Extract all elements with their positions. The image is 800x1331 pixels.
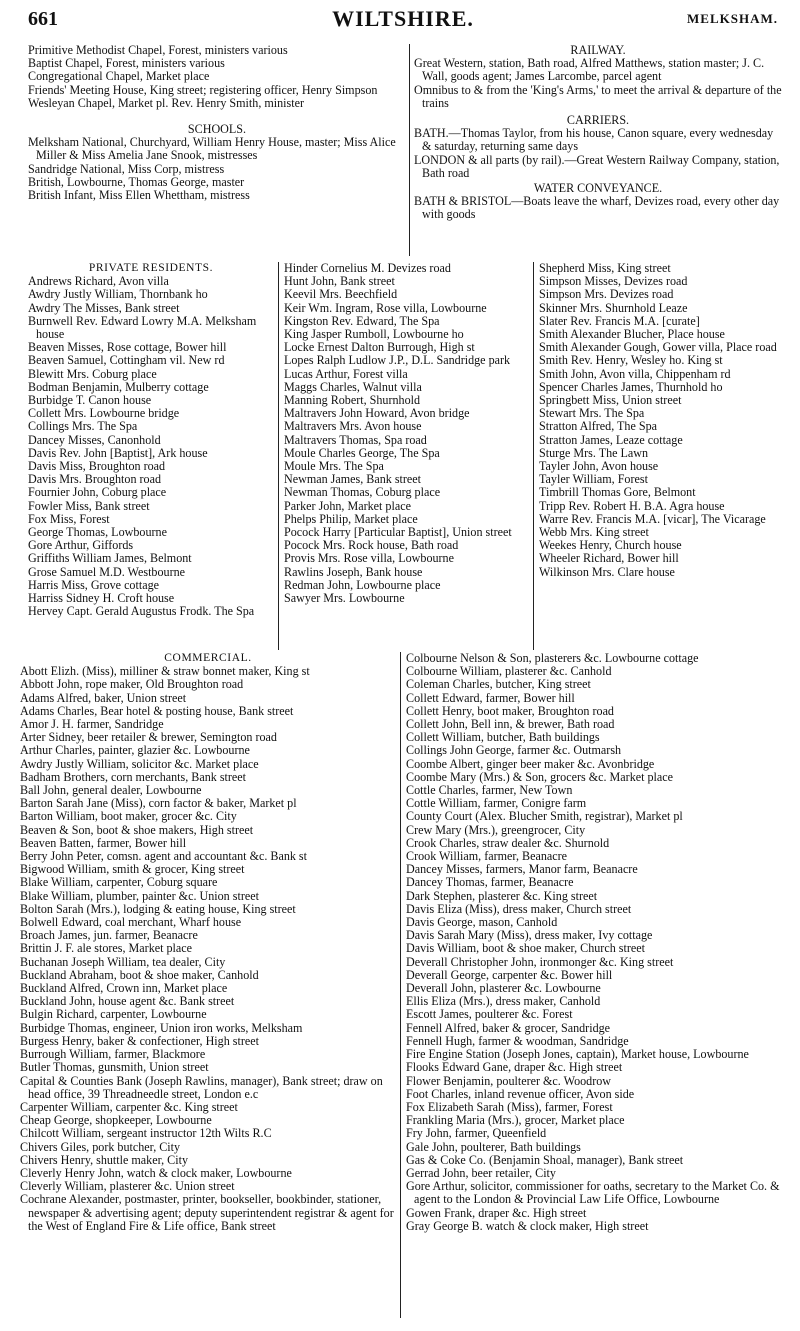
list-item: Buchanan Joseph William, tea dealer, City	[20, 954, 226, 969]
list-item: Blake William, plumber, painter &c. Union street	[20, 888, 259, 903]
list-item: Amor J. H. farmer, Sandridge	[20, 717, 164, 732]
page-number: 661	[28, 8, 58, 30]
list-item: Berry John Peter, comsn. agent and accountant &c. Bank st	[20, 849, 308, 864]
list-item: Frankling Maria (Mrs.), grocer, Market place	[406, 1113, 625, 1128]
column-divider	[278, 262, 279, 650]
list-item: Chivers Giles, pork butcher, City	[20, 1139, 181, 1154]
list-item: Buckland John, house agent &c. Bank street	[20, 994, 235, 1009]
list-item: Stratton James, Leaze cottage	[539, 432, 683, 447]
list-item: Shepherd Miss, King street	[539, 262, 671, 275]
list-item: Escott James, poulterer &c. Forest	[406, 1007, 573, 1022]
list-item: Collett Mrs. Lowbourne bridge	[28, 406, 180, 421]
list-item: George Thomas, Lowbourne	[28, 525, 167, 540]
list-item: Gerrad John, beer retailer, City	[406, 1165, 556, 1180]
list-item: Baptist Chapel, Forest, ministers various	[28, 56, 225, 71]
list-item: LONDON & all parts (by rail).—Great Western Railway Company, station, Bath road	[414, 152, 780, 180]
list-item: Fournier John, Coburg place	[28, 485, 167, 500]
water-heading: WATER CONVEYANCE.	[533, 181, 663, 196]
list-item: Collett William, butcher, Bath buildings	[406, 730, 600, 745]
column-divider	[400, 652, 401, 1318]
list-item: Burgess Henry, baker & confectioner, High street	[20, 1033, 259, 1048]
list-item: Carpenter William, carpenter &c. King street	[20, 1099, 238, 1114]
list-item: Spencer Charles James, Thurnhold ho	[539, 379, 723, 394]
list-item: Omnibus to & from the 'King's Arms,' to meet the arrival & departure of the trains	[414, 82, 782, 110]
list-item: Coombe Albert, ginger beer maker &c. Avonbridge	[406, 756, 655, 771]
list-item: Bolwell Edward, coal merchant, Wharf house	[20, 915, 242, 930]
list-item: Fowler Miss, Bank street	[28, 498, 150, 513]
list-item: Barton William, boot maker, grocer &c. City	[20, 809, 237, 824]
list-item: Bodman Benjamin, Mulberry cottage	[28, 379, 209, 394]
commercial-right-column	[406, 652, 784, 1318]
list-item: Grose Samuel M.D. Westbourne	[28, 564, 186, 579]
list-item: Rawlins Joseph, Bank house	[284, 564, 423, 579]
list-item: Maltravers Mrs. Avon house	[284, 419, 422, 434]
list-item: Webb Mrs. King street	[539, 525, 649, 540]
list-item: Davis Mrs. Broughton road	[28, 472, 162, 487]
list-item: Coleman Charles, butcher, King street	[406, 677, 591, 692]
list-item: Fox Miss, Forest	[28, 511, 110, 526]
list-item: Smith Alexander Blucher, Place house	[539, 327, 725, 342]
list-item: Maggs Charles, Walnut villa	[284, 379, 422, 394]
list-item: Fennell Hugh, farmer & woodman, Sandridge	[406, 1033, 629, 1048]
list-item: Manning Robert, Shurnhold	[284, 393, 421, 408]
list-item: Griffiths William James, Belmont	[28, 551, 192, 566]
list-item: Smith John, Avon villa, Chippenham rd	[539, 366, 731, 381]
list-item: County Court (Alex. Blucher Smith, registrar), Market pl	[406, 809, 683, 824]
list-item: Davis Eliza (Miss), dress maker, Church street	[406, 901, 632, 916]
list-item: Dancey Thomas, farmer, Beanacre	[406, 875, 574, 890]
list-item: Davis Miss, Broughton road	[28, 459, 166, 474]
list-item: Gray George B. watch & clock maker, High street	[406, 1218, 649, 1233]
list-item: Melksham National, Churchyard, William Henry House, master; Miss Alice Miller & Miss Amelia Jane Snook, mistresses	[28, 135, 396, 163]
list-item: Beaven Batten, farmer, Bower hill	[20, 835, 187, 850]
list-item: Pocock Harry [Particular Baptist], Union street	[284, 525, 512, 540]
list-item: Keevil Mrs. Beechfield	[284, 287, 398, 302]
list-item: Awdry Justly William, solicitor &c. Market place	[20, 756, 259, 771]
list-item: Capital & Counties Bank (Joseph Rawlins, manager), Bank street; draw on head office, 39 Threadneedle street, London e.c	[20, 1073, 383, 1101]
list-item: Tripp Rev. Robert H. B.A. Agra house	[539, 498, 725, 513]
list-item: Primitive Methodist Chapel, Forest, ministers various	[28, 44, 288, 57]
list-item: Collett John, Bell inn, & brewer, Bath road	[406, 717, 615, 732]
list-item: Broach James, jun. farmer, Beanacre	[20, 928, 198, 943]
column-divider	[533, 262, 534, 650]
list-item: Deverall Christopher John, ironmonger &c. King street	[406, 954, 674, 969]
list-item: Hervey Capt. Gerald Augustus Frodk. The Spa	[28, 604, 255, 619]
list-item: Flower Benjamin, poulterer &c. Woodrow	[406, 1073, 612, 1088]
list-item: Fry John, farmer, Queenfield	[406, 1126, 547, 1141]
list-item: Timbrill Thomas Gore, Belmont	[539, 485, 696, 500]
list-item: Dancey Misses, Canonhold	[28, 432, 161, 447]
chapels-list	[28, 44, 406, 110]
list-item: Ball John, general dealer, Lowbourne	[20, 783, 202, 798]
list-item: King Jasper Rumboll, Lowbourne ho	[284, 327, 464, 342]
top-left-section	[28, 44, 406, 256]
list-item: Gore Arthur, Giffords	[28, 538, 134, 553]
list-item: Smith Alexander Gough, Gower villa, Place road	[539, 340, 777, 355]
list-item: Phelps Philip, Market place	[284, 511, 418, 526]
list-item: Parker John, Market place	[284, 498, 411, 513]
list-item: Hunt John, Bank street	[284, 274, 395, 289]
town-title: MELKSHAM.	[687, 11, 778, 26]
list-item: Simpson Misses, Devizes road	[539, 274, 688, 289]
list-item: Fire Engine Station (Joseph Jones, captain), Market house, Lowbourne	[406, 1047, 749, 1062]
list-item: Fox Elizabeth Sarah (Miss), farmer, Forest	[406, 1099, 613, 1114]
list-item: Beaven Samuel, Cottingham vil. New rd	[28, 353, 225, 368]
list-item: Barton Sarah Jane (Miss), corn factor & baker, Market pl	[20, 796, 297, 811]
list-item: Friends' Meeting House, King street; registering officer, Henry Simpson	[28, 82, 378, 97]
commercial-left-column	[20, 652, 396, 1318]
list-item: Moule Mrs. The Spa	[284, 459, 384, 474]
list-item: Tayler William, Forest	[539, 472, 648, 487]
list-item: Foot Charles, inland revenue officer, Avon side	[406, 1086, 635, 1101]
list-item: Dancey Misses, farmers, Manor farm, Beanacre	[406, 862, 638, 877]
list-item: Fennell Alfred, baker & grocer, Sandridge	[406, 1020, 611, 1035]
commercial-heading: COMMERCIAL.	[164, 652, 252, 664]
list-item: Sawyer Mrs. Lowbourne	[284, 591, 405, 606]
list-item: Deverall George, carpenter &c. Bower hill	[406, 967, 613, 982]
private-residents-heading: PRIVATE RESIDENTS.	[88, 262, 214, 274]
carriers-heading: CARRIERS.	[566, 113, 630, 128]
list-item: Wesleyan Chapel, Market pl. Rev. Henry Smith, minister	[28, 95, 305, 110]
list-item: BATH.—Thomas Taylor, from his house, Canon square, every wednesday & saturday, returning same days	[414, 126, 774, 154]
list-item: Skinner Mrs. Shurnhold Leaze	[539, 300, 688, 315]
list-item: Davis Sarah Mary (Miss), dress maker, Ivy cottage	[406, 928, 653, 943]
list-item: Abbott John, rope maker, Old Broughton road	[20, 677, 244, 692]
list-item: Davis William, boot & shoe maker, Church street	[406, 941, 645, 956]
list-item: Davis Rev. John [Baptist], Ark house	[28, 445, 208, 460]
list-item: Weekes Henry, Church house	[539, 538, 682, 553]
list-item: Lopes Ralph Ludlow J.P., D.L. Sandridge park	[284, 353, 511, 368]
list-item: Burbidge Thomas, engineer, Union iron works, Melksham	[20, 1020, 303, 1035]
list-item: Ellis Eliza (Mrs.), dress maker, Canhold	[406, 994, 601, 1009]
list-item: Wheeler Richard, Bower hill	[539, 551, 679, 566]
list-item: Pocock Mrs. Rock house, Bath road	[284, 538, 459, 553]
list-item: Beaven & Son, boot & shoe makers, High street	[20, 822, 254, 837]
list-item: Sturge Mrs. The Lawn	[539, 445, 649, 460]
top-right-section	[414, 44, 782, 256]
list-item: Crook William, farmer, Beanacre	[406, 849, 567, 864]
list-item: Blewitt Mrs. Coburg place	[28, 366, 157, 381]
list-item: Cochrane Alexander, postmaster, printer, bookseller, bookbinder, stationer, newspaper & advertising agent; deputy superintendent registrar & agent for the West of England Fire & Life office, Bank street	[20, 1192, 394, 1233]
list-item: Kingston Rev. Edward, The Spa	[284, 313, 440, 328]
list-item: Stewart Mrs. The Spa	[539, 406, 645, 421]
list-item: Crook Charles, straw dealer &c. Shurnold	[406, 835, 610, 850]
list-item: Brittin J. F. ale stores, Market place	[20, 941, 192, 956]
list-item: Colbourne Nelson & Son, plasterers &c. Lowbourne cottage	[406, 652, 699, 665]
list-item: Maltravers Thomas, Spa road	[284, 432, 427, 447]
list-item: Collings John George, farmer &c. Outmarsh	[406, 743, 622, 758]
list-item: Colbourne William, plasterer &c. Canhold	[406, 664, 612, 679]
list-item: Gale John, poulterer, Bath buildings	[406, 1139, 581, 1154]
list-item: Springbett Miss, Union street	[539, 393, 682, 408]
list-item: Abott Elizh. (Miss), milliner & straw bonnet maker, King st	[20, 664, 310, 679]
list-item: Cleverly William, plasterer &c. Union street	[20, 1179, 235, 1194]
list-item: Sandridge National, Miss Corp, mistress	[28, 161, 225, 176]
list-item: Gowen Frank, draper &c. High street	[406, 1205, 587, 1220]
list-item: Andrews Richard, Avon villa	[28, 274, 169, 289]
list-item: Gore Arthur, solicitor, commissioner for oaths, secretary to the Market Co. & agent to the London & Provincial Law Life Office, Lowbourne	[406, 1179, 780, 1207]
list-item: Keir Wm. Ingram, Rose villa, Lowbourne	[284, 300, 487, 315]
list-item: Stratton Alfred, The Spa	[539, 419, 658, 434]
list-item: Blake William, carpenter, Coburg square	[20, 875, 218, 890]
list-item: Hinder Cornelius M. Devizes road	[284, 262, 451, 275]
list-item: Lucas Arthur, Forest villa	[284, 366, 408, 381]
list-item: Slater Rev. Francis M.A. [curate]	[539, 313, 700, 328]
list-item: Congregational Chapel, Market place	[28, 69, 210, 84]
schools-list	[28, 136, 406, 202]
list-item: Redman John, Lowbourne place	[284, 577, 441, 592]
list-item: Burbidge T. Canon house	[28, 393, 152, 408]
list-item: Warre Rev. Francis M.A. [vicar], The Vicarage	[539, 511, 766, 526]
list-item: Newman James, Bank street	[284, 472, 422, 487]
list-item: Cleverly Henry John, watch & clock maker, Lowbourne	[20, 1165, 292, 1180]
list-item: Davis George, mason, Canhold	[406, 915, 558, 930]
list-item: Burnwell Rev. Edward Lowry M.A. Melksham house	[28, 313, 257, 342]
list-item: Smith Rev. Henry, Wesley ho. King st	[539, 353, 723, 368]
list-item: Cottle William, farmer, Conigre farm	[406, 796, 587, 811]
private-residents-col-1	[28, 262, 274, 650]
private-residents-col-3	[539, 262, 783, 650]
list-item: Coombe Mary (Mrs.) & Son, grocers &c. Market place	[406, 769, 674, 784]
page-header	[28, 6, 778, 32]
list-item: Cottle Charles, farmer, New Town	[406, 783, 573, 798]
list-item: Harriss Sidney H. Croft house	[28, 591, 175, 606]
list-item: Provis Mrs. Rose villa, Lowbourne	[284, 551, 454, 566]
list-item: Adams Alfred, baker, Union street	[20, 690, 187, 705]
list-item: Flooks Edward Gane, draper &c. High street	[406, 1060, 623, 1075]
list-item: Butler Thomas, gunsmith, Union street	[20, 1060, 209, 1075]
list-item: Chilcott William, sergeant instructor 12th Wilts R.C	[20, 1126, 272, 1141]
list-item: Dark Stephen, plasterer &c. King street	[406, 888, 598, 903]
list-item: Beaven Misses, Rose cottage, Bower hill	[28, 340, 227, 355]
list-item: Chivers Henry, shuttle maker, City	[20, 1152, 189, 1167]
list-item: Arter Sidney, beer retailer & brewer, Semington road	[20, 730, 277, 745]
list-item: Burrough William, farmer, Blackmore	[20, 1047, 206, 1062]
schools-heading: SCHOOLS.	[187, 122, 247, 137]
list-item: Collett Edward, farmer, Bower hill	[406, 690, 575, 705]
list-item: Crew Mary (Mrs.), greengrocer, City	[406, 822, 586, 837]
list-item: Badham Brothers, corn merchants, Bank street	[20, 769, 247, 784]
list-item: BATH & BRISTOL—Boats leave the wharf, Devizes road, every other day with goods	[414, 194, 780, 222]
list-item: Cheap George, shopkeeper, Lowbourne	[20, 1113, 212, 1128]
list-item: Deverall John, plasterer &c. Lowbourne	[406, 981, 601, 996]
list-item: Simpson Mrs. Devizes road	[539, 287, 674, 302]
list-item: Harris Miss, Grove cottage	[28, 577, 159, 592]
list-item: Collett Henry, boot maker, Broughton road	[406, 703, 614, 718]
list-item: Great Western, station, Bath road, Alfred Matthews, station master; J. C. Wall, goods agent; James Larcombe, parcel agent	[414, 56, 765, 84]
list-item: Buckland Alfred, Crown inn, Market place	[20, 981, 228, 996]
list-item: Maltravers John Howard, Avon bridge	[284, 406, 470, 421]
list-item: Arthur Charles, painter, glazier &c. Lowbourne	[20, 743, 250, 758]
list-item: Tayler John, Avon house	[539, 459, 659, 474]
list-item: Awdry The Misses, Bank street	[28, 300, 180, 315]
list-item: Collings Mrs. The Spa	[28, 419, 138, 434]
list-item: British Infant, Miss Ellen Whettham, mistress	[28, 188, 250, 203]
list-item: Moule Charles George, The Spa	[284, 445, 440, 460]
list-item: British, Lowbourne, Thomas George, master	[28, 174, 245, 189]
list-item: Bolton Sarah (Mrs.), lodging & eating house, King street	[20, 901, 296, 916]
county-title: WILTSHIRE.	[332, 6, 474, 31]
private-residents-col-2	[284, 262, 530, 650]
list-item: Buckland Abraham, boot & shoe maker, Canhold	[20, 967, 259, 982]
list-item: Newman Thomas, Coburg place	[284, 485, 441, 500]
list-item: Wilkinson Mrs. Clare house	[539, 564, 675, 579]
list-item: Bulgin Richard, carpenter, Lowbourne	[20, 1007, 207, 1022]
list-item: Adams Charles, Bear hotel & posting house, Bank street	[20, 703, 294, 718]
list-item: Locke Ernest Dalton Burrough, High st	[284, 340, 475, 355]
list-item: Awdry Justly William, Thornbank ho	[28, 287, 208, 302]
railway-heading: RAILWAY.	[570, 44, 626, 57]
list-item: Bigwood William, smith & grocer, King street	[20, 862, 245, 877]
column-divider	[409, 44, 410, 256]
list-item: Gas & Coke Co. (Benjamin Shoal, manager), Bank street	[406, 1152, 684, 1167]
